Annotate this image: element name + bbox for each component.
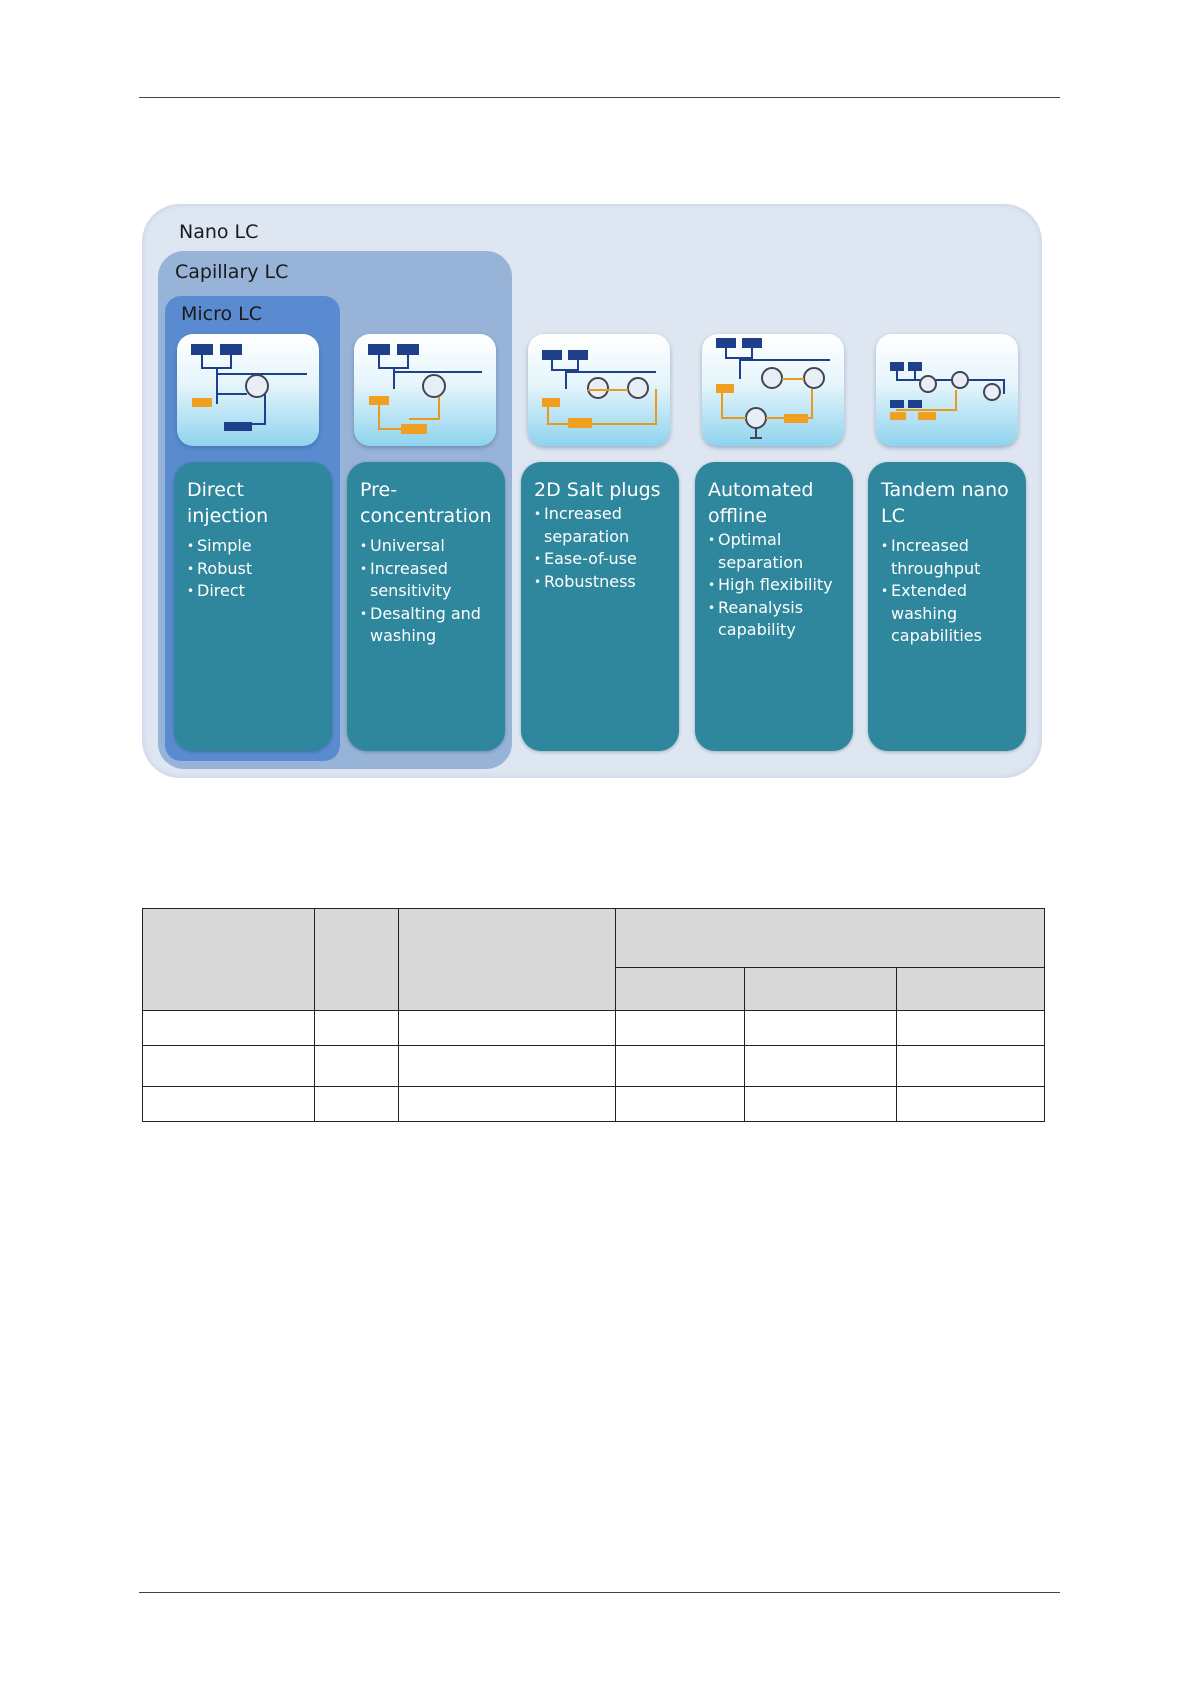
bullet: • Desalting and washing (360, 603, 499, 648)
card-bullets (187, 535, 326, 603)
table-header-cell (315, 909, 399, 1011)
table-row (143, 1087, 1045, 1122)
table-cell (143, 1011, 315, 1046)
bullet: • Robustness (534, 571, 673, 594)
bullet: • Increased separation (534, 503, 673, 548)
table-cell (315, 1046, 399, 1087)
bullet: • Ease-of-use (534, 548, 673, 571)
card-title: Tandem nano LC (881, 479, 1009, 527)
table-subheader-cell (615, 968, 744, 1011)
table-cell (399, 1046, 615, 1087)
nano-lc-label: Nano LC (179, 221, 259, 243)
salt-plugs-schematic (528, 334, 670, 446)
table-row (143, 1011, 1045, 1046)
table-subheader-cell (744, 968, 896, 1011)
data-table (142, 908, 1045, 1122)
table-header-cell (143, 909, 315, 1011)
table-cell (399, 1011, 615, 1046)
table-row (143, 1046, 1045, 1087)
automated-offline-card (695, 462, 853, 751)
card-title: Automated offline (708, 479, 814, 527)
bullet: • Increased sensitivity (360, 558, 499, 603)
table-cell (315, 1011, 399, 1046)
table-cell (315, 1087, 399, 1122)
card-title: Pre-concentration (360, 479, 492, 527)
table-cell (744, 1011, 896, 1046)
table-cell (896, 1087, 1044, 1122)
lc-modes-figure (142, 204, 1042, 778)
automated-offline-schematic (702, 334, 844, 446)
card-bullets (881, 535, 1020, 648)
table-cell (744, 1087, 896, 1122)
bullet: • Extended washing capabilities (881, 580, 1020, 648)
bullet: • Direct (187, 580, 326, 603)
capillary-lc-label: Capillary LC (175, 261, 289, 283)
bullet: • Reanalysis capability (708, 597, 847, 642)
table-header-cell (399, 909, 615, 1011)
direct-injection-schematic (177, 334, 319, 446)
table-cell (615, 1087, 744, 1122)
table-cell (896, 1046, 1044, 1087)
card-title: Direct injection (187, 479, 269, 527)
table-cell (399, 1087, 615, 1122)
bullet: • Universal (360, 535, 499, 558)
table-cell (896, 1011, 1044, 1046)
table-cell (615, 1011, 744, 1046)
table-cell (744, 1046, 896, 1087)
card-bullets (708, 529, 847, 642)
bullet: • Increased throughput (881, 535, 1020, 580)
micro-lc-label: Micro LC (181, 303, 263, 325)
tandem-nano-lc-schematic (876, 334, 1018, 446)
card-title: 2D Salt plugs (534, 479, 661, 501)
pre-concentration-card (347, 462, 505, 751)
salt-plugs-card (521, 462, 679, 751)
card-bullets (534, 503, 673, 593)
table-cell (143, 1046, 315, 1087)
bullet: • High flexibility (708, 574, 847, 597)
bullet: • Robust (187, 558, 326, 581)
bullet: • Simple (187, 535, 326, 558)
direct-injection-card (174, 462, 332, 751)
header-rule (139, 97, 1060, 98)
table-subheader-cell (896, 968, 1044, 1011)
footer-rule (139, 1592, 1060, 1593)
tandem-nano-lc-card (868, 462, 1026, 751)
bullet: • Optimal separation (708, 529, 847, 574)
table-cell (615, 1046, 744, 1087)
table-cell (143, 1087, 315, 1122)
table-header-group (615, 909, 1045, 968)
pre-concentration-schematic (354, 334, 496, 446)
card-bullets (360, 535, 499, 648)
